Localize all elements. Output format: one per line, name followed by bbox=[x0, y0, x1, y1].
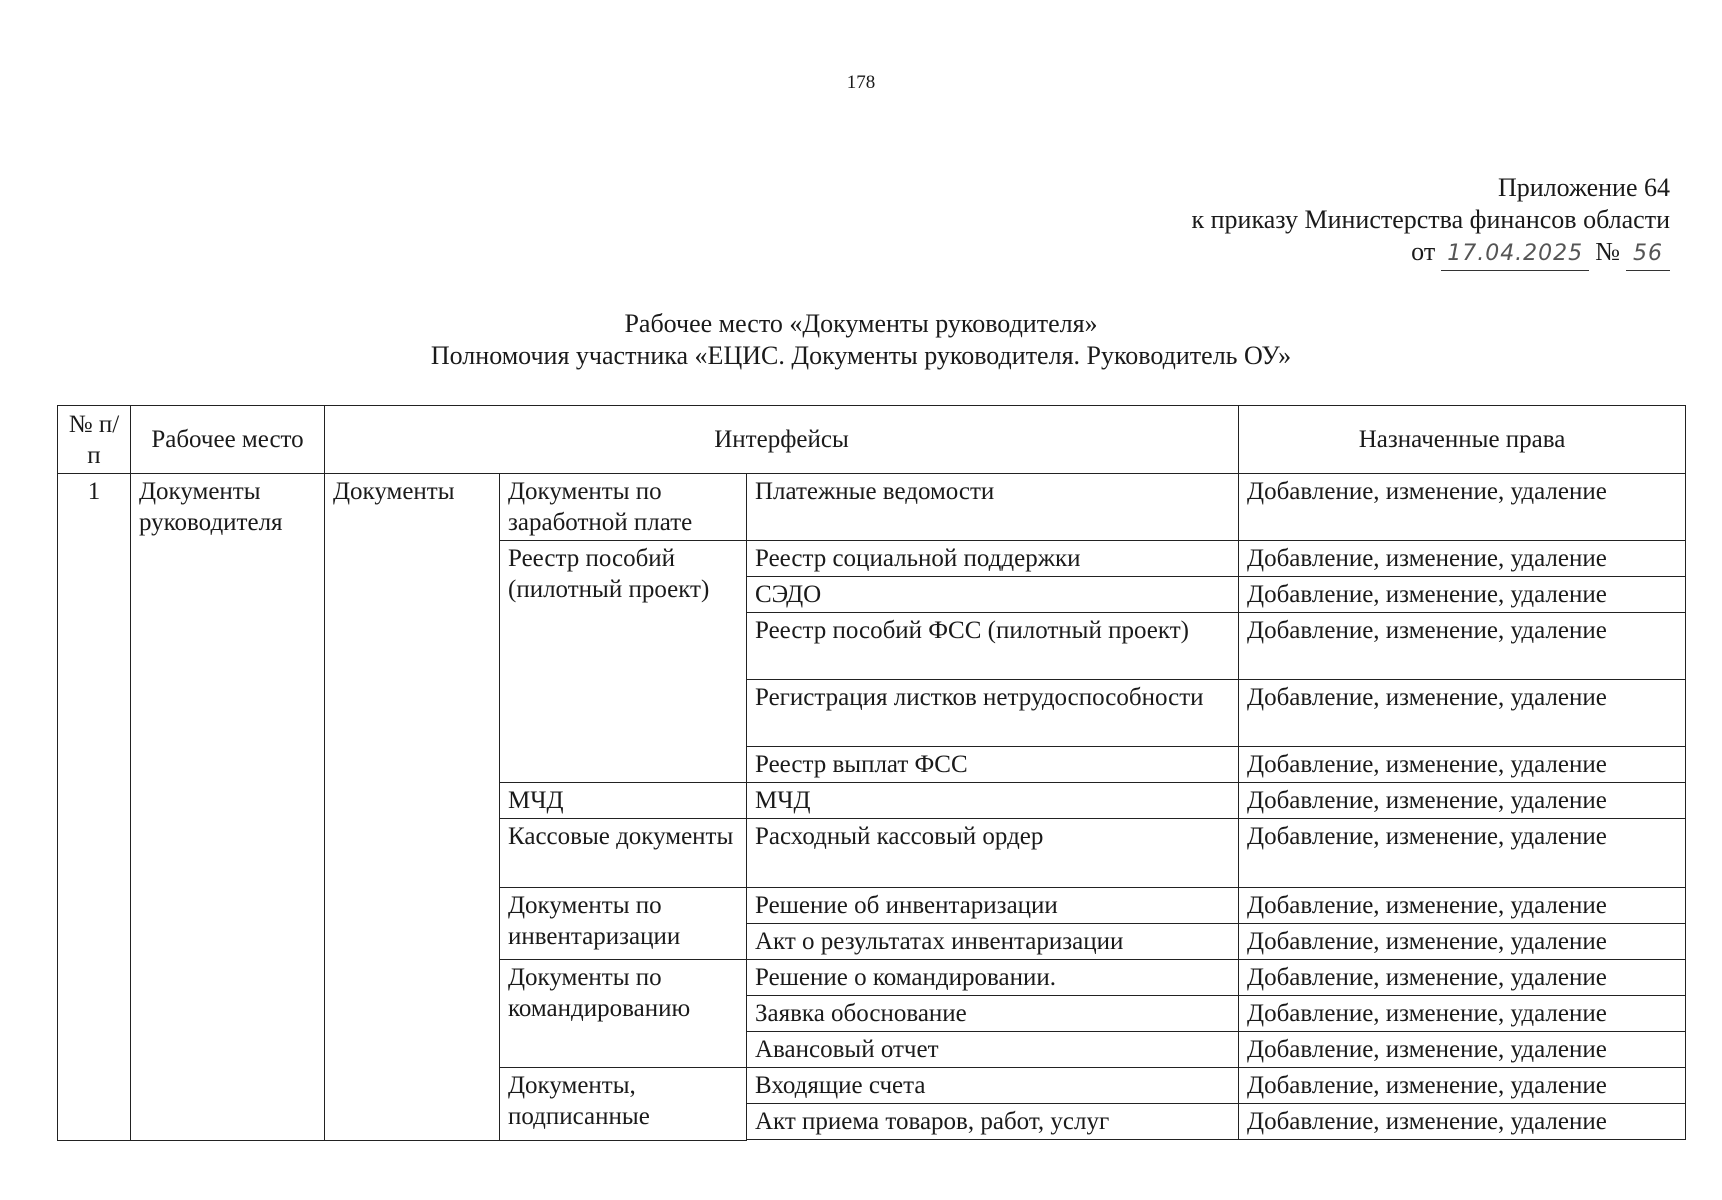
cell-group: Документы по заработной плате bbox=[500, 474, 747, 541]
filler-cell bbox=[747, 1140, 1239, 1141]
cell-item: Решение о командировании. bbox=[747, 960, 1239, 996]
cell-item: Акт приема товаров, работ, услуг bbox=[747, 1104, 1239, 1140]
cell-item: Реестр пособий ФСС (пилотный проект) bbox=[747, 613, 1239, 680]
cell-workplace: Документы руководителя bbox=[131, 474, 325, 1141]
cell-item: Регистрация листков нетрудоспособности bbox=[747, 680, 1239, 747]
header-rights: Назначенные права bbox=[1239, 406, 1686, 474]
table-header-row bbox=[58, 406, 1686, 474]
cell-item: Входящие счета bbox=[747, 1068, 1239, 1104]
cell-item: Акт о результатах инвентаризации bbox=[747, 924, 1239, 960]
cell-item: Заявка обоснование bbox=[747, 996, 1239, 1032]
cell-item: Авансовый отчет bbox=[747, 1032, 1239, 1068]
cell-group: Документы по командированию bbox=[500, 960, 747, 1068]
cell-right: Добавление, изменение, удаление bbox=[1239, 783, 1686, 819]
rights-table bbox=[57, 405, 1686, 1141]
cell-right: Добавление, изменение, удаление bbox=[1239, 888, 1686, 924]
cell-row-number: 1 bbox=[58, 474, 131, 1141]
appendix-number: 56 bbox=[1626, 238, 1670, 271]
cell-right: Добавление, изменение, удаление bbox=[1239, 1032, 1686, 1068]
cell-right: Добавление, изменение, удаление bbox=[1239, 613, 1686, 680]
page-number: 178 bbox=[846, 72, 876, 93]
appendix-date-prefix: от bbox=[1411, 237, 1436, 266]
cell-right: Добавление, изменение, удаление bbox=[1239, 541, 1686, 577]
cell-section: Документы bbox=[325, 474, 500, 1141]
cell-group: Реестр пособий (пилотный проект) bbox=[500, 541, 747, 783]
appendix-date: 17.04.2025 bbox=[1441, 238, 1589, 271]
header-interfaces: Интерфейсы bbox=[325, 406, 1239, 474]
title-line-1: Рабочее место «Документы руководителя» bbox=[624, 309, 1098, 338]
table-row bbox=[58, 474, 1686, 541]
cell-group: Документы, подписанные bbox=[500, 1068, 747, 1141]
cell-right: Добавление, изменение, удаление bbox=[1239, 819, 1686, 888]
cell-right: Добавление, изменение, удаление bbox=[1239, 1068, 1686, 1104]
cell-item: СЭДО bbox=[747, 577, 1239, 613]
cell-right: Добавление, изменение, удаление bbox=[1239, 924, 1686, 960]
cell-item: Реестр выплат ФСС bbox=[747, 747, 1239, 783]
title-line-2: Полномочия участника «ЕЦИС. Документы руководителя. Руководитель ОУ» bbox=[430, 341, 1292, 370]
appendix-number-sign: № bbox=[1595, 237, 1620, 266]
cell-item: Реестр социальной поддержки bbox=[747, 541, 1239, 577]
cell-right: Добавление, изменение, удаление bbox=[1239, 577, 1686, 613]
appendix-order: к приказу Министерства финансов области bbox=[1191, 205, 1670, 234]
cell-right: Добавление, изменение, удаление bbox=[1239, 996, 1686, 1032]
cell-right: Добавление, изменение, удаление bbox=[1239, 474, 1686, 541]
appendix-date-line bbox=[1411, 236, 1670, 271]
cell-item: Платежные ведомости bbox=[747, 474, 1239, 541]
cell-right: Добавление, изменение, удаление bbox=[1239, 680, 1686, 747]
cell-item: Расходный кассовый ордер bbox=[747, 819, 1239, 888]
cell-group: МЧД bbox=[500, 783, 747, 819]
cell-right: Добавление, изменение, удаление bbox=[1239, 1104, 1686, 1140]
cell-item: Решение об инвентаризации bbox=[747, 888, 1239, 924]
cell-right: Добавление, изменение, удаление bbox=[1239, 747, 1686, 783]
header-workplace: Рабочее место bbox=[131, 406, 325, 474]
cell-item: МЧД bbox=[747, 783, 1239, 819]
header-num: № п/п bbox=[58, 406, 131, 474]
cell-right: Добавление, изменение, удаление bbox=[1239, 960, 1686, 996]
appendix-block bbox=[1192, 172, 1671, 271]
appendix-title: Приложение 64 bbox=[1497, 173, 1670, 202]
cell-group: Кассовые документы bbox=[500, 819, 747, 888]
cell-group: Документы по инвентаризации bbox=[500, 888, 747, 960]
document-title bbox=[0, 308, 1722, 372]
filler-cell bbox=[1239, 1140, 1686, 1141]
